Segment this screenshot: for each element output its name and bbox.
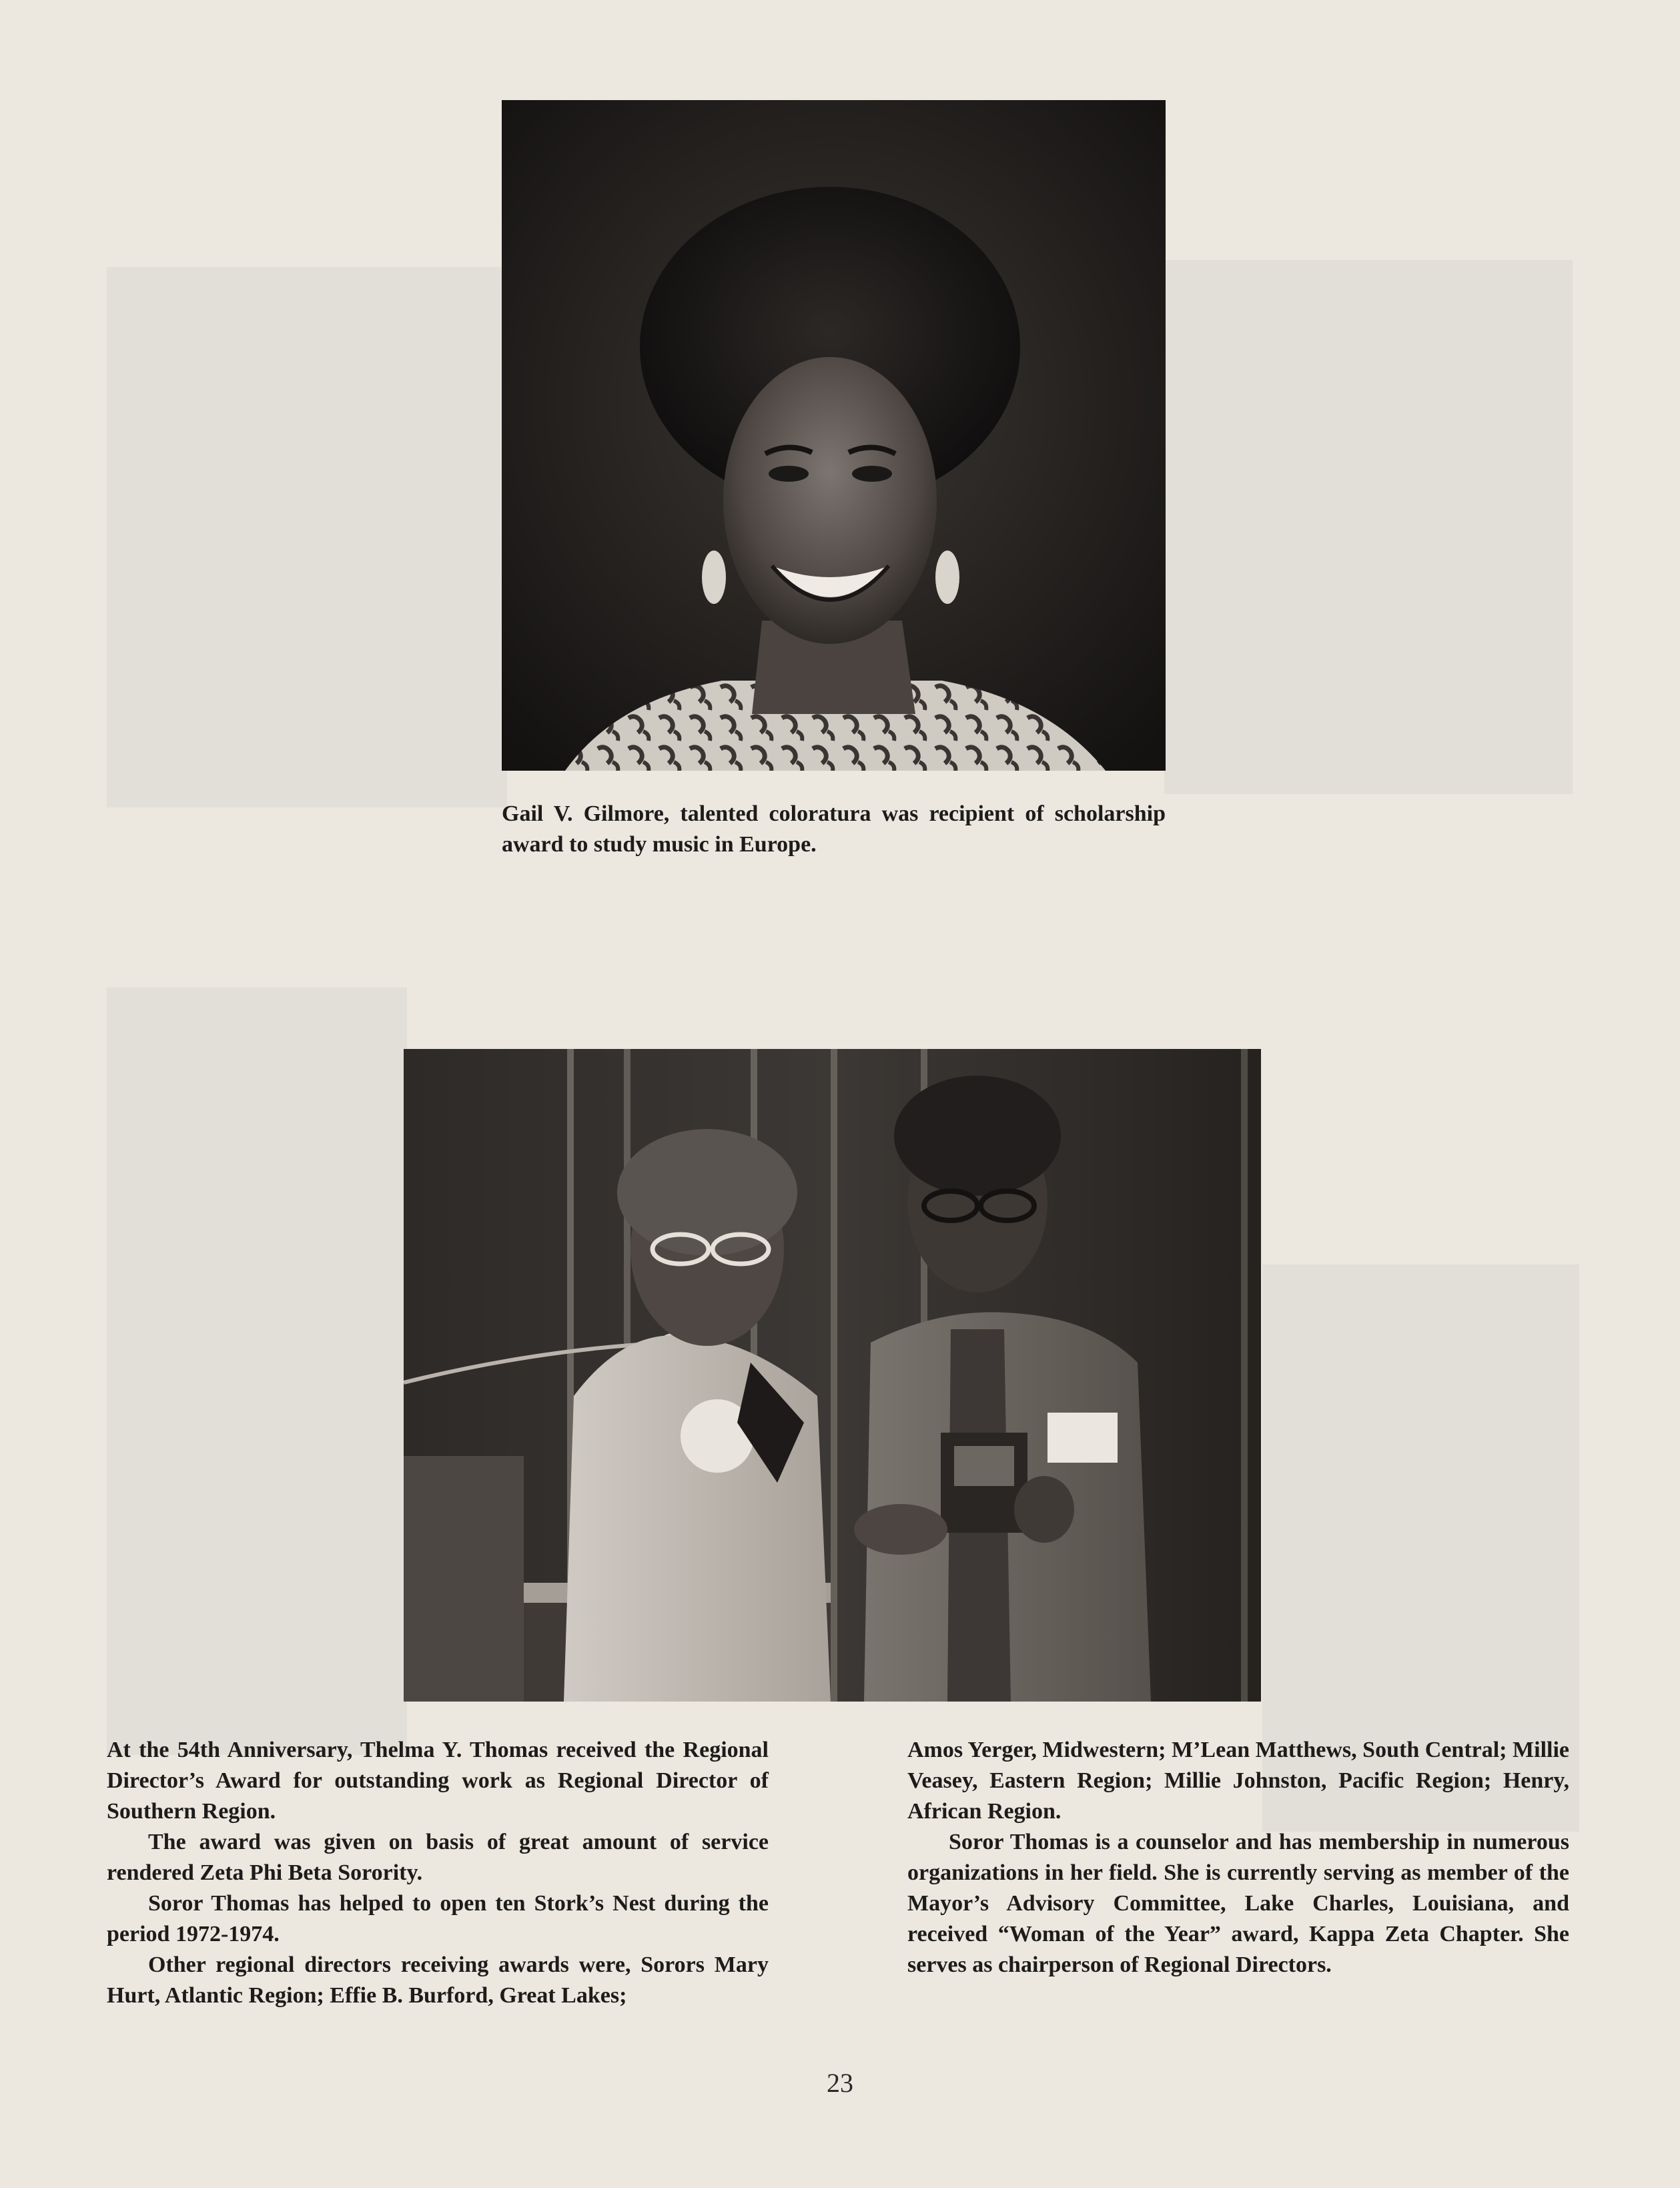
article-paragraph: Soror Thomas has helped to open ten Stork’s Nest during the period 1972-1974. <box>107 1891 769 1946</box>
portrait-illustration <box>502 100 1166 771</box>
award-illustration <box>404 1049 1261 1702</box>
article-column-left <box>107 1735 769 2011</box>
article-paragraph: Soror Thomas is a counselor and has membership in numerous organizations in her field. She is currently serving as member of the Mayor’s Advisory Committee, Lake Charles, Louisiana, and received “Woman of the Year” award, Kappa Zeta Chapter. She serves as chairperson of Regional Directors. <box>907 1830 1569 1977</box>
award-presentation-photo <box>404 1049 1261 1702</box>
article-paragraph: The award was given on basis of great amount of service rendered Zeta Phi Beta Sorority. <box>107 1830 769 1885</box>
page-number: 23 <box>827 2068 853 2098</box>
bleed-through-top-right <box>1164 260 1573 794</box>
portrait-caption: Gail V. Gilmore, talented coloratura was recipient of scholarship award to study music in Europe. <box>502 801 1166 857</box>
article-paragraph: At the 54th Anniversary, Thelma Y. Thomas received the Regional Director’s Award for outstanding work as Regional Director of Southern Region. <box>107 1738 769 1824</box>
article-column-right <box>907 1735 1569 1980</box>
bleed-through-top-left <box>107 267 507 807</box>
article-paragraph: Amos Yerger, Midwestern; M’Lean Matthews, South Central; Millie Veasey, Eastern Region; Millie Johnston, Pacific Region; Henry, African Region. <box>907 1738 1569 1824</box>
portrait-photo <box>502 100 1166 771</box>
article-paragraph: Other regional directors receiving awards were, Sorors Mary Hurt, Atlantic Region; Effie B. Burford, Great Lakes; <box>107 1952 769 2008</box>
bleed-through-bottom-left <box>107 988 407 1755</box>
